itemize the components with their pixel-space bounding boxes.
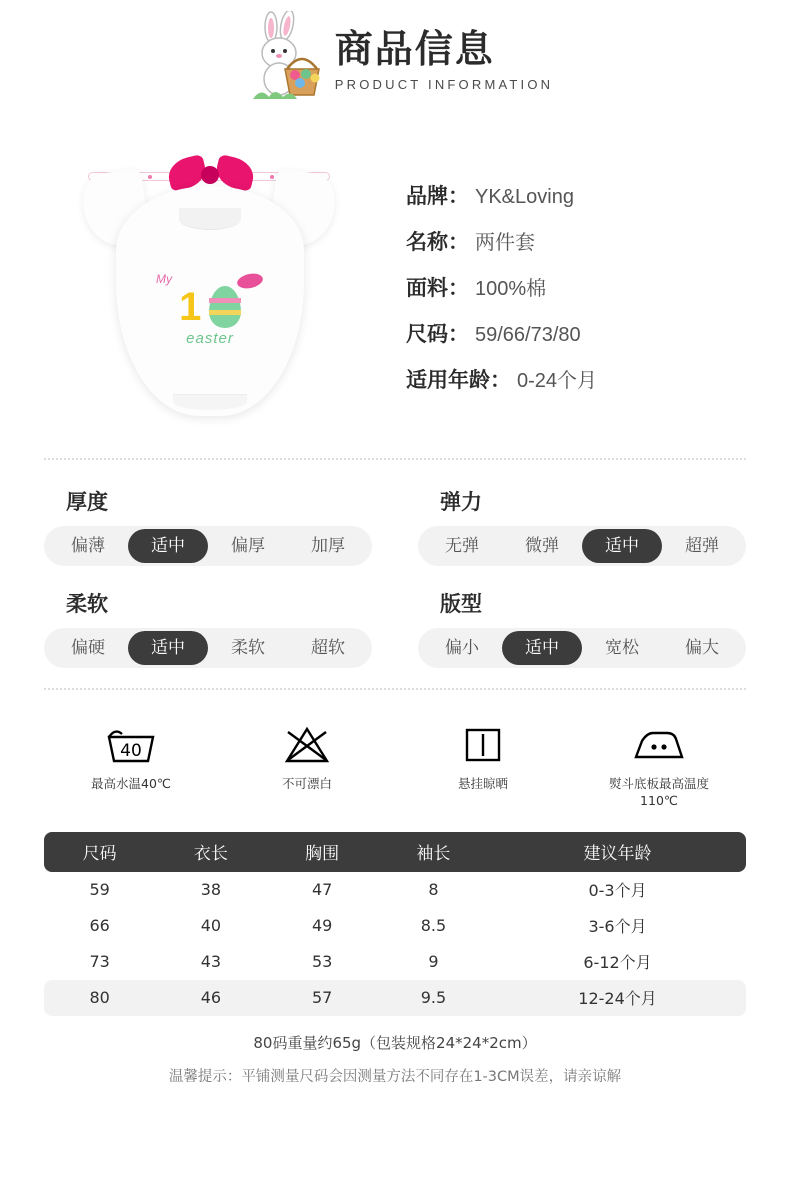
col-bust: 胸围 (267, 832, 378, 872)
do-not-bleach-icon (252, 720, 362, 770)
spec-value: YK&Loving (475, 186, 574, 208)
print-my-text: My (156, 272, 172, 286)
care-item-dry (428, 720, 538, 810)
spec-label: 名称： (406, 230, 469, 254)
attribute-elasticity (418, 486, 746, 566)
line-dry-icon (428, 720, 538, 770)
product-photo (44, 118, 374, 458)
cell-bust: 57 (267, 980, 378, 1016)
spec-row-size (406, 318, 746, 348)
col-length: 衣长 (155, 832, 266, 872)
cell-length: 43 (200, 952, 222, 972)
cell-bust: 53 (311, 952, 333, 972)
option-extra-thick[interactable]: 加厚 (311, 536, 345, 556)
spec-value: 0-24个月 (517, 370, 598, 392)
table-header-row (44, 832, 746, 872)
option-thick[interactable]: 偏厚 (231, 536, 265, 556)
spec-row-fabric (406, 272, 746, 302)
attribute-thickness (44, 486, 372, 566)
option-large-fit[interactable]: 偏大 (685, 638, 719, 658)
product-spec-list (374, 118, 746, 458)
attribute-title: 厚度 (66, 490, 108, 514)
col-sleeve: 袖长 (378, 832, 489, 872)
cell-age: 12-24个月 (489, 980, 746, 1016)
size-table-body (44, 872, 746, 1016)
option-medium[interactable]: 适中 (128, 529, 208, 563)
option-super-stretch[interactable]: 超弹 (685, 536, 719, 556)
cell-sleeve: 8 (428, 880, 439, 900)
cell-bust: 47 (311, 880, 333, 900)
attributes-grid (44, 486, 746, 682)
table-row (44, 980, 746, 1016)
attribute-options (44, 628, 372, 668)
spec-row-age (406, 364, 746, 394)
garment-illustration (84, 158, 334, 423)
cell-length: 40 (200, 916, 222, 936)
easter-bunny-basket-icon (237, 11, 329, 107)
table-row (44, 872, 746, 908)
svg-text:40: 40 (120, 741, 142, 761)
bodysuit-body (116, 186, 304, 416)
option-stiff[interactable]: 偏硬 (71, 638, 105, 658)
cell-size: 66 (89, 916, 110, 936)
spec-value: 59/66/73/80 (475, 324, 581, 346)
headband-dot (148, 175, 152, 179)
spec-row-brand (406, 180, 746, 210)
attribute-options (44, 526, 372, 566)
spec-value: 100%棉 (475, 278, 547, 300)
cell-sleeve: 8.5 (420, 916, 447, 936)
attribute-title: 柔软 (66, 592, 108, 616)
care-label: 熨斗底板最高温度110℃ (608, 776, 709, 808)
measurement-note: 温馨提示：平铺测量尺码会因测量方法不同存在1-3CM误差，请亲谅解 (168, 1068, 622, 1085)
care-instructions (0, 690, 790, 832)
col-size: 尺码 (44, 832, 155, 872)
iron-two-dots-icon (604, 720, 714, 770)
option-medium-stretch[interactable]: 适中 (582, 529, 662, 563)
spec-label: 面料： (406, 276, 469, 300)
cell-age: 6-12个月 (583, 953, 652, 973)
wash-tub-40-icon (76, 720, 186, 770)
weight-note: 80码重量约65g（包装规格24*24*2cm） (253, 1033, 537, 1052)
size-table (44, 832, 746, 1016)
product-section (0, 118, 790, 458)
option-thin[interactable]: 偏薄 (71, 536, 105, 556)
option-slight-stretch[interactable]: 微弹 (525, 536, 559, 556)
spec-label: 品牌： (406, 184, 469, 208)
spec-value: 两件套 (475, 232, 535, 254)
care-item-iron (604, 720, 714, 810)
easter-egg-icon (209, 286, 241, 328)
care-item-bleach (252, 720, 362, 810)
page-header (0, 0, 790, 118)
page-title: 商品信息 (334, 27, 495, 71)
spec-label: 尺码： (406, 322, 469, 346)
header-inner (237, 11, 553, 107)
care-label: 不可漂白 (281, 776, 332, 791)
footer-notes (0, 1016, 790, 1086)
cell-size: 73 (89, 952, 110, 972)
table-row (44, 908, 746, 944)
bodysuit-print-graphic (150, 272, 270, 347)
col-age: 建议年龄 (489, 832, 746, 872)
option-medium-soft[interactable]: 适中 (128, 631, 208, 665)
page-subtitle: PRODUCT INFORMATION (334, 76, 554, 92)
option-loose-fit[interactable]: 宽松 (605, 638, 639, 658)
size-table-head (44, 832, 746, 872)
care-item-wash (76, 720, 186, 810)
attributes-section (0, 460, 790, 688)
bodysuit-crotch (173, 394, 247, 410)
option-soft[interactable]: 柔软 (231, 638, 265, 658)
care-label: 最高水温40℃ (91, 776, 171, 791)
cell-sleeve: 9 (428, 952, 439, 972)
attribute-options (418, 526, 746, 566)
cell-length: 46 (155, 980, 266, 1016)
header-title-block (335, 11, 553, 92)
bodysuit-neckline (179, 208, 241, 230)
attribute-title: 版型 (440, 592, 482, 616)
cell-age: 3-6个月 (588, 917, 647, 937)
spec-label: 适用年龄： (406, 368, 511, 392)
attribute-softness (44, 588, 372, 668)
spec-row-name (406, 226, 746, 256)
option-no-stretch[interactable]: 无弹 (445, 536, 479, 556)
attribute-title: 弹力 (440, 490, 482, 514)
cell-bust: 49 (311, 916, 333, 936)
care-label: 悬挂晾晒 (457, 776, 508, 791)
cell-length: 38 (200, 880, 222, 900)
cell-sleeve: 9.5 (378, 980, 489, 1016)
attribute-options (418, 628, 746, 668)
cell-size: 59 (89, 880, 110, 900)
option-super-soft[interactable]: 超软 (311, 638, 345, 658)
cell-age: 0-3个月 (588, 881, 647, 901)
cell-size: 80 (44, 980, 155, 1016)
size-table-wrap (0, 832, 790, 1016)
headband-dot (270, 175, 274, 179)
print-number: 1 (179, 285, 202, 329)
option-small-fit[interactable]: 偏小 (445, 638, 479, 658)
attribute-fit (418, 588, 746, 668)
print-easter-text: easter (186, 330, 234, 347)
option-regular-fit[interactable]: 适中 (502, 631, 582, 665)
table-row (44, 944, 746, 980)
